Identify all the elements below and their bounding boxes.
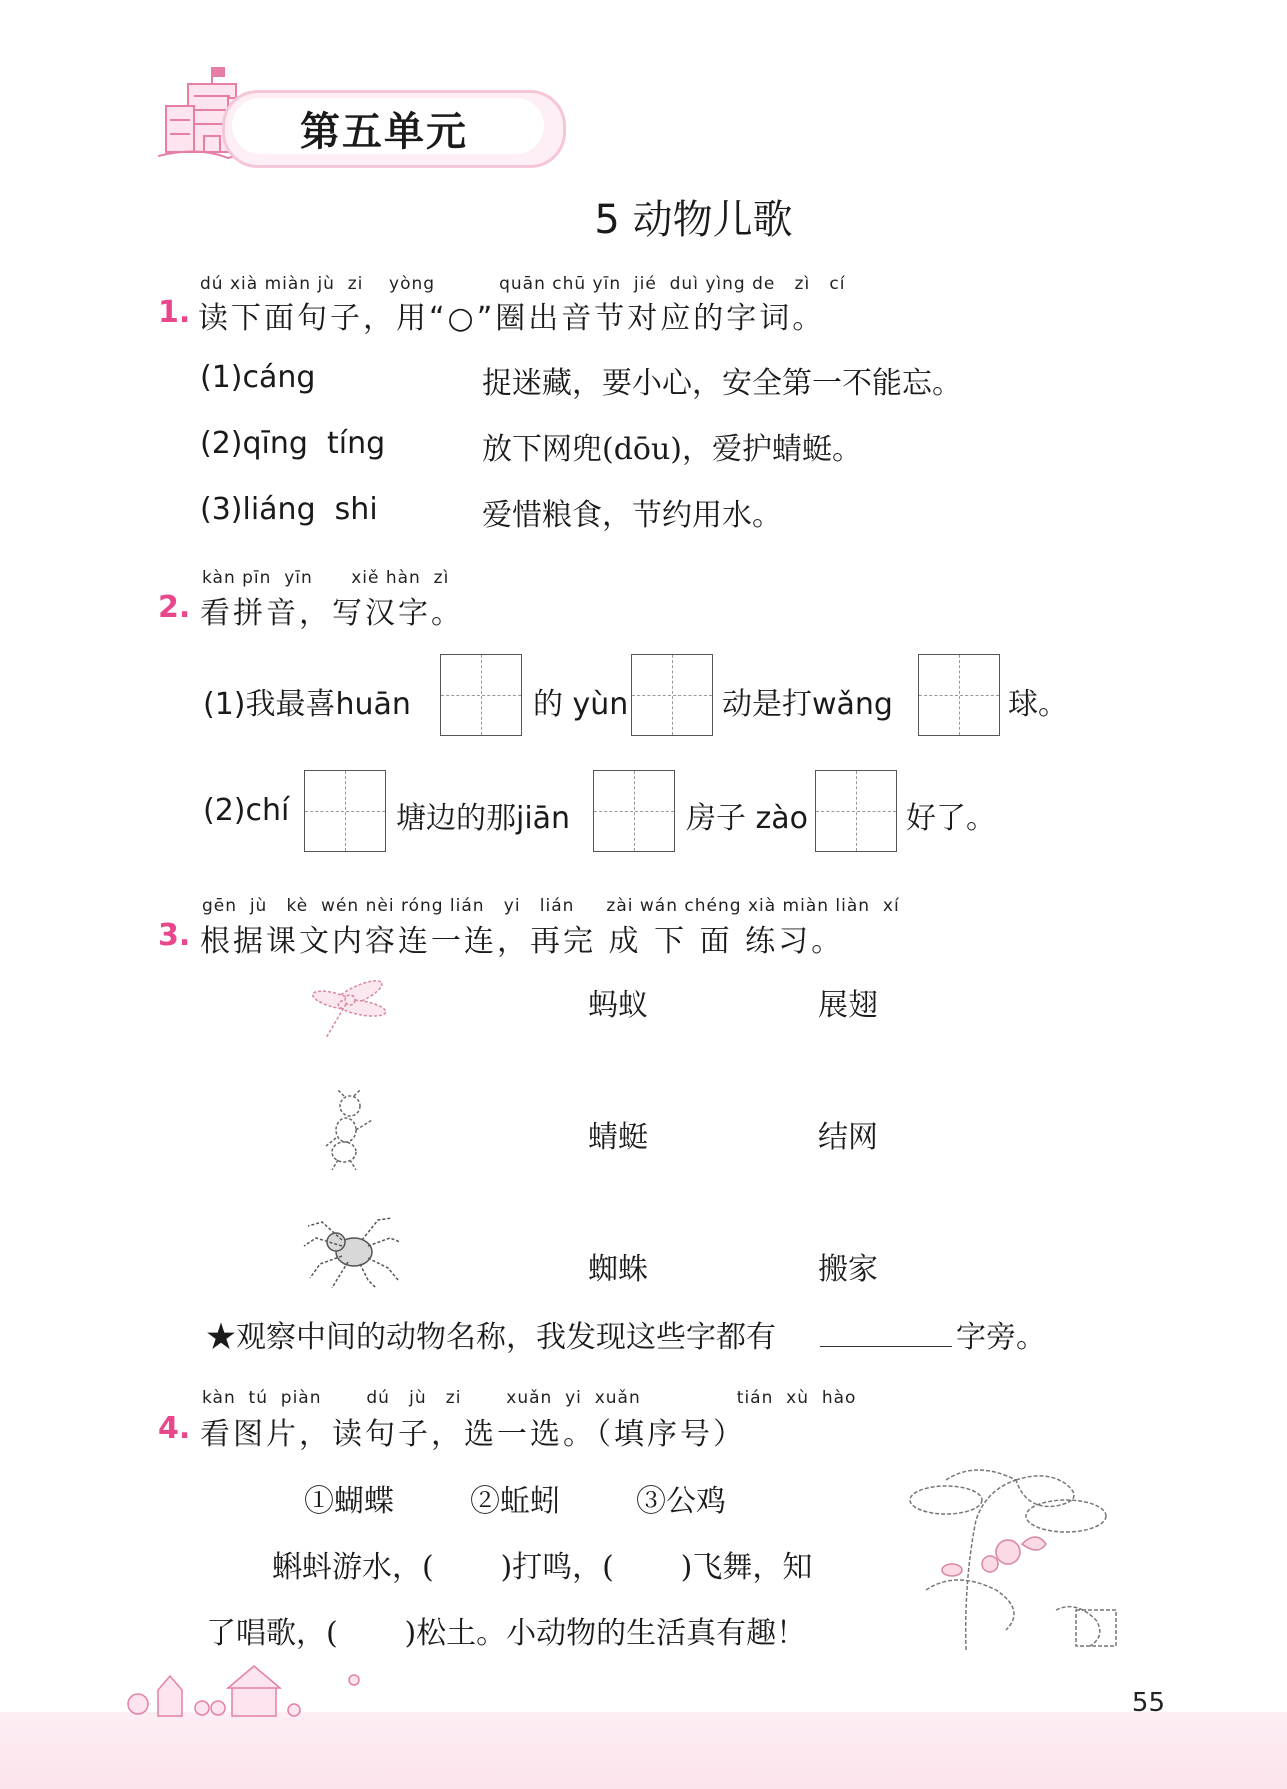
- writing-box[interactable]: [304, 770, 386, 852]
- q2-line1-d: 球。: [1008, 687, 1068, 722]
- action-spread-wings: 展翅: [818, 988, 878, 1023]
- q2-number: 2.: [158, 590, 191, 625]
- q4-pinyin: kàn tú piàn dú jù zi xuǎn yi xuǎn tián xù hào: [202, 1388, 857, 1408]
- option-rooster: ③公鸡: [636, 1484, 726, 1519]
- option-earthworm: ②蚯蚓: [470, 1484, 560, 1519]
- answer-blank[interactable]: [820, 1346, 952, 1347]
- action-weave-web: 结网: [818, 1120, 878, 1155]
- option-butterfly: ①蝴蝶: [304, 1484, 394, 1519]
- page-number: 55: [1131, 1688, 1165, 1718]
- writing-box[interactable]: [918, 654, 1000, 736]
- star-prompt: ★观察中间的动物名称，我发现这些字都有: [206, 1320, 776, 1355]
- animal-name-dragonfly: 蜻蜓: [588, 1120, 648, 1155]
- q1-item-3-pinyin: (3)liáng shi: [200, 492, 378, 527]
- q2-line1-a: (1)我最喜huān: [203, 687, 411, 722]
- q3-text: 根据课文内容连一连，再完 成 下 面 练习。: [200, 924, 845, 959]
- q1-item-2-sentence: 放下网兜(dōu)，爱护蜻蜓。: [482, 432, 862, 467]
- q1-item-1-sentence: 捉迷藏，要小心，安全第一不能忘。: [482, 366, 962, 401]
- writing-box[interactable]: [593, 770, 675, 852]
- q2-line2-a: (2)chí: [203, 793, 290, 828]
- dragonfly-image: [310, 972, 394, 1044]
- q1-text: 读下面句子，用“○”圈出音节对应的字词。: [198, 301, 826, 336]
- writing-box[interactable]: [815, 770, 897, 852]
- q4-sentence-line2: 了唱歌，( )松土。小动物的生活真有趣！: [206, 1616, 807, 1651]
- q2-pinyin: kàn pīn yīn xiě hàn zì: [202, 568, 450, 588]
- animal-name-ant: 蚂蚁: [588, 988, 648, 1023]
- q4-text: 看图片，读句子，选一选。（填序号）: [200, 1417, 746, 1452]
- q1-number: 1.: [158, 295, 191, 330]
- q1-pinyin: dú xià miàn jù zi yòng quān chū yīn jié duì yìng de zì cí: [200, 274, 846, 294]
- garden-scene-image: [906, 1460, 1136, 1650]
- q1-item-1-pinyin: (1)cáng: [200, 360, 316, 395]
- lesson-title: 5 动物儿歌: [594, 197, 793, 243]
- unit-title: 第五单元: [300, 109, 468, 155]
- writing-box[interactable]: [440, 654, 522, 736]
- writing-box[interactable]: [631, 654, 713, 736]
- q4-sentence-line1: 蝌蚪游水，( )打鸣，( )飞舞，知: [272, 1550, 813, 1585]
- q1-item-3-sentence: 爱惜粮食，节约用水。: [482, 498, 782, 533]
- ant-image: [320, 1090, 380, 1170]
- q1-item-2-pinyin: (2)qīng tíng: [200, 426, 386, 461]
- q3-pinyin: gēn jù kè wén nèi róng lián yi lián zài wán chéng xià miàn liàn xí: [202, 896, 900, 916]
- footer-band: [0, 1712, 1287, 1789]
- q4-number: 4.: [158, 1411, 191, 1446]
- action-move-house: 搬家: [818, 1252, 878, 1287]
- q2-line2-b: 塘边的那jiān: [396, 801, 571, 836]
- q3-number: 3.: [158, 918, 191, 953]
- q2-line2-d: 好了。: [906, 801, 996, 836]
- q2-line1-b: 的 yùn: [533, 687, 629, 722]
- animal-name-spider: 蜘蛛: [588, 1252, 648, 1287]
- star-prompt-end: 字旁。: [956, 1320, 1046, 1355]
- town-illustration-icon: [124, 1660, 404, 1720]
- q2-line1-c: 动是打wǎng: [722, 687, 893, 722]
- spider-image: [302, 1212, 402, 1288]
- q2-line2-c: 房子 zào: [686, 801, 809, 836]
- q2-text: 看拼音，写汉字。: [200, 596, 464, 631]
